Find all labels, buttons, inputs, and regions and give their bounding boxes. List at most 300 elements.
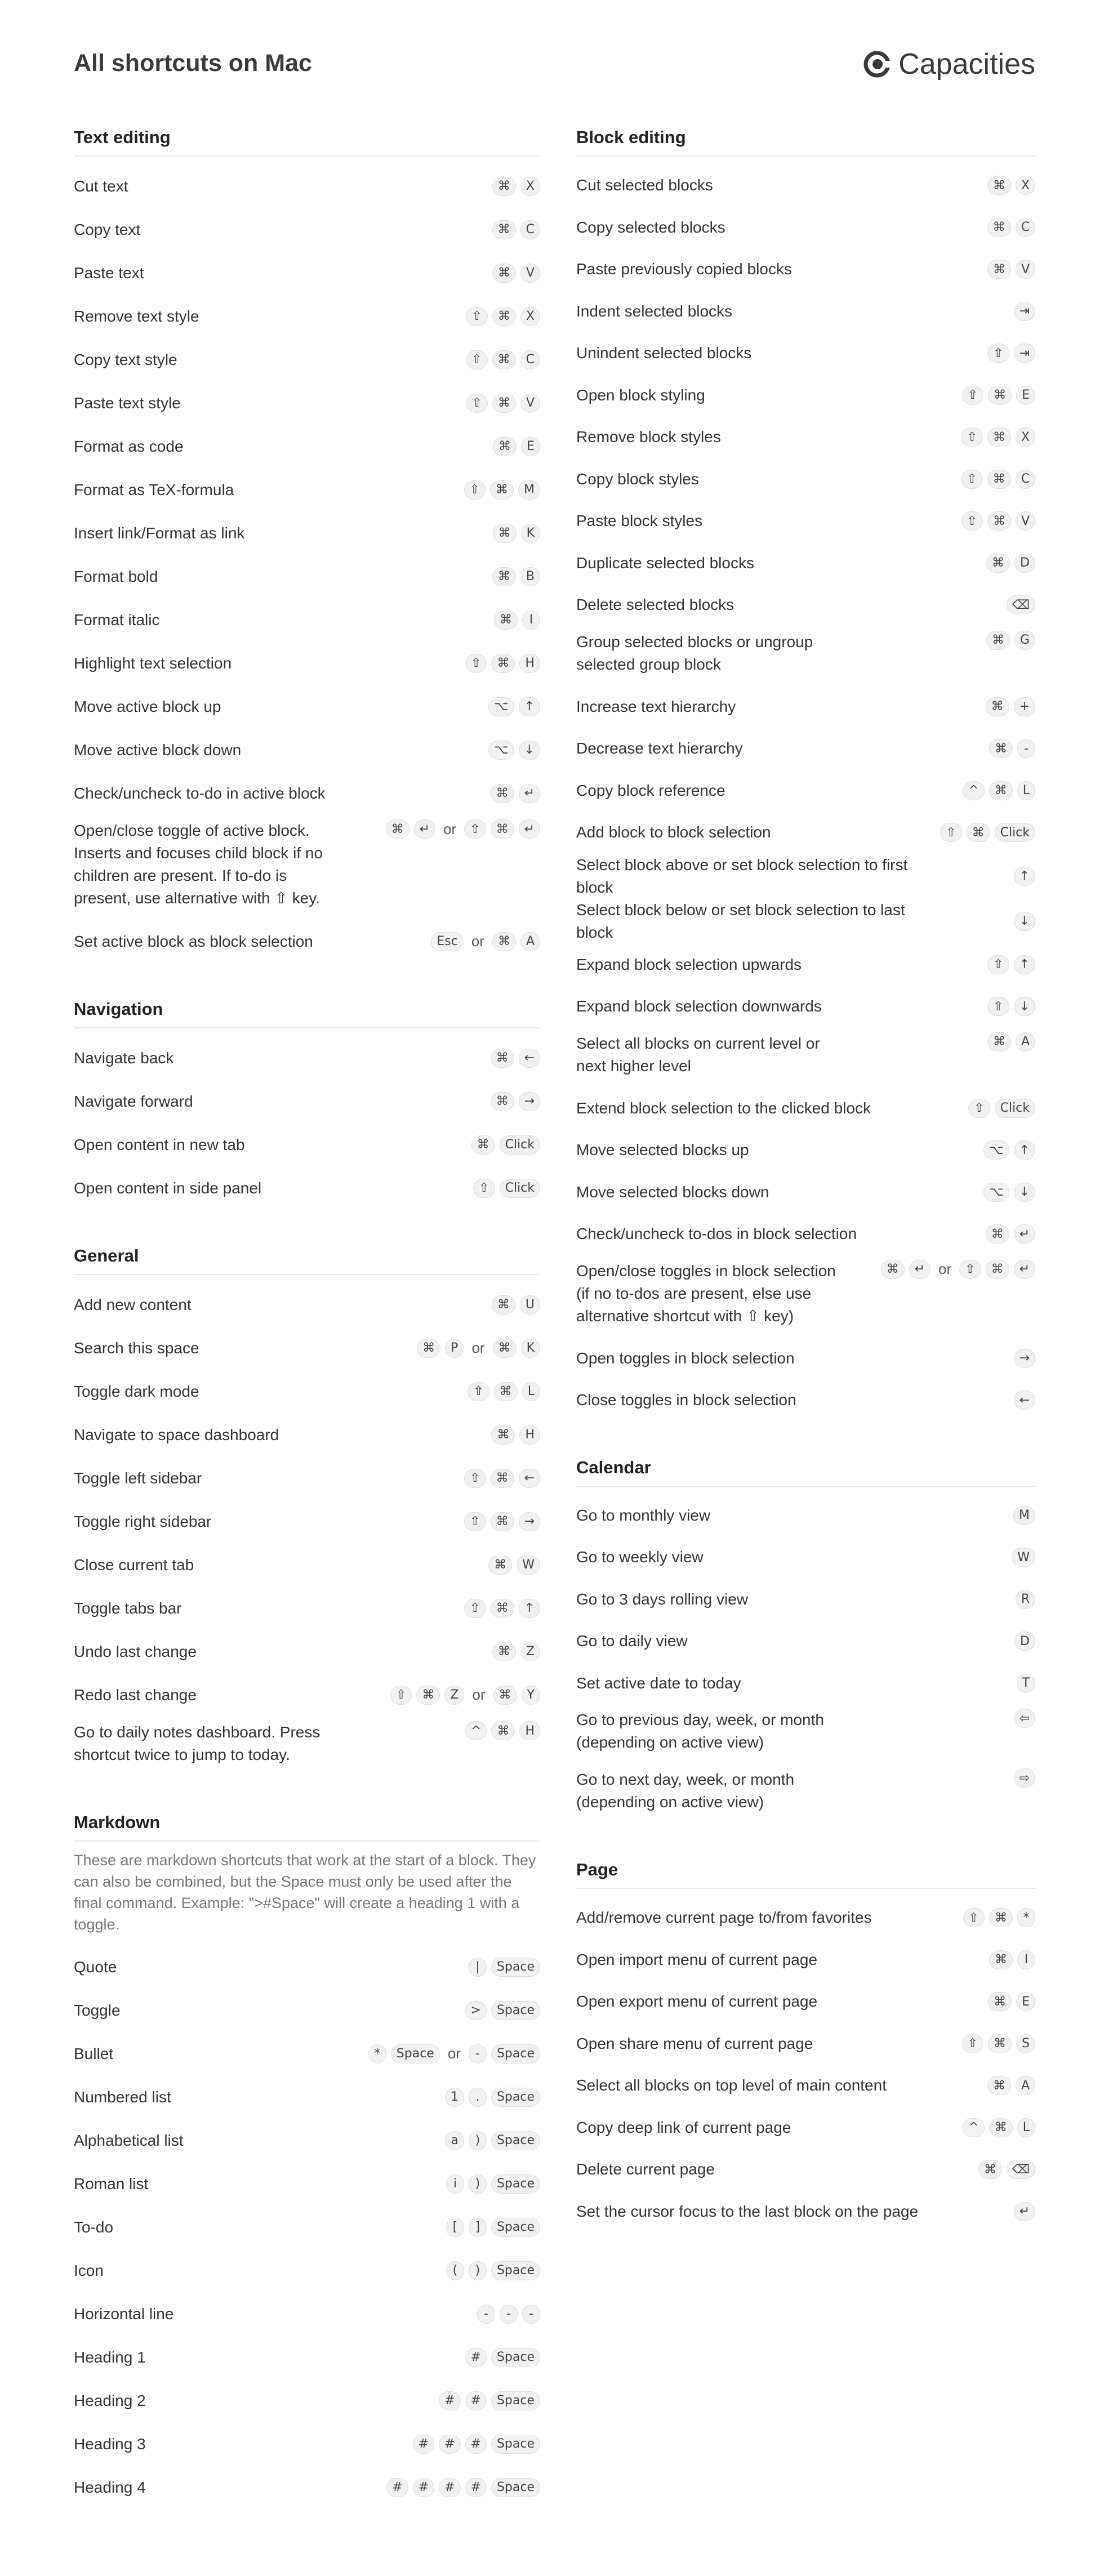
section-block-editing [576, 127, 1035, 1421]
shortcut-keys [471, 1135, 540, 1155]
shortcut-row [74, 2422, 540, 2466]
shortcut-row [576, 1897, 1035, 1939]
shortcut-keys [466, 350, 540, 369]
key-cap: ⌘ [491, 1512, 514, 1531]
shortcut-row [576, 542, 1035, 585]
shortcut-keys [987, 2076, 1035, 2095]
shortcut-keys [473, 1179, 540, 1198]
shortcut-keys [477, 2305, 540, 2324]
shortcut-row [74, 2075, 540, 2119]
shortcut-label: Copy text style [74, 350, 177, 368]
key-cap: H [519, 1721, 540, 1740]
shortcut-keys [1014, 302, 1035, 321]
shortcut-row [576, 416, 1035, 458]
shortcut-label: Set the cursor focus to the last block on the page [576, 2202, 919, 2220]
shortcut-keys [987, 218, 1035, 237]
key-cap: I [1017, 1950, 1035, 1969]
key-cap: E [1016, 1992, 1035, 2011]
shortcut-row [576, 375, 1035, 417]
shortcut-row [74, 164, 540, 208]
shortcut-label: Group selected blocks or ungroup selected group block [576, 632, 813, 673]
key-cap: ⌘ [987, 218, 1011, 237]
shortcut-keys [987, 176, 1035, 195]
key-cap: ⌘ [989, 2118, 1013, 2137]
shortcut-keys [493, 524, 540, 543]
key-cap: ⌘ [492, 567, 516, 586]
shortcut-label: Heading 3 [74, 2435, 146, 2453]
shortcut-row [74, 1123, 540, 1166]
shortcut-label: Navigate back [74, 1049, 174, 1067]
shortcut-row [74, 251, 540, 295]
key-cap: . [469, 2088, 487, 2107]
shortcut-label: Move selected blocks down [576, 1183, 769, 1201]
shortcut-label: Open/close toggles in block selection (if no to-dos are present, else use alternative shortcut with ⇧ key) [576, 1262, 836, 1325]
shortcut-keys [1014, 867, 1035, 886]
key-cap: ⇧ [962, 386, 983, 405]
shortcut-row [576, 686, 1035, 728]
key-cap: T [1017, 1674, 1035, 1693]
shortcut-keys [445, 2088, 540, 2107]
shortcut-row [576, 1663, 1035, 1705]
key-cap: ⌘ [986, 554, 1010, 573]
shortcut-row [74, 511, 540, 555]
shortcut-row [74, 1989, 540, 2032]
shortcut-keys [465, 2348, 540, 2367]
shortcut-keys [987, 997, 1035, 1016]
shortcut-keys [464, 1512, 540, 1531]
key-cap: * [368, 2044, 386, 2064]
shortcut-label: Copy deep link of current page [576, 2118, 791, 2136]
key-cap: ⌘ [488, 1556, 512, 1575]
shortcut-row [576, 1704, 1035, 1764]
key-cap: ↑ [1014, 1140, 1035, 1160]
key-cap: L [1017, 781, 1035, 800]
key-cap: # [465, 2391, 487, 2410]
shortcut-row [576, 2107, 1035, 2149]
shortcut-label: Go to next day, week, or month (depending on active view) [576, 1771, 795, 1811]
shortcut-label: Increase text hierarchy [576, 697, 736, 715]
section-title: General [74, 1246, 540, 1275]
shortcut-keys [491, 1092, 540, 1111]
shortcut-row [74, 1413, 540, 1456]
key-cap: ⌘ [492, 1642, 516, 1661]
key-cap: ( [446, 2261, 464, 2280]
key-cap: ⇥ [1014, 302, 1035, 321]
shortcut-row [74, 598, 540, 641]
shortcut-keys [986, 1224, 1035, 1244]
shortcut-label: Alphabetical list [74, 2131, 184, 2149]
shortcut-label: Numbered list [74, 2088, 171, 2106]
key-cap: ↵ [1014, 1260, 1035, 1279]
shortcut-label: Icon [74, 2261, 104, 2279]
shortcut-label: Add new content [74, 1295, 192, 1313]
key-cap: ⇧ [468, 1382, 489, 1401]
section-title: Text editing [74, 127, 540, 157]
page-title: All shortcuts on Mac [74, 50, 312, 77]
shortcut-label: Toggle [74, 2001, 121, 2019]
key-cap: ⇧ [961, 470, 982, 489]
key-cap: L [1017, 2118, 1035, 2137]
key-cap: V [1016, 260, 1035, 279]
shortcut-row [576, 2149, 1035, 2191]
shortcut-label: Move selected blocks up [576, 1141, 749, 1159]
shortcut-label: Close toggles in block selection [576, 1391, 796, 1409]
key-cap: Y [522, 1686, 540, 1705]
shortcut-row [576, 291, 1035, 333]
shortcut-row [74, 1586, 540, 1630]
key-cap: ⌘ [989, 781, 1013, 800]
key-cap: Space [491, 2088, 540, 2107]
shortcut-keys [989, 1950, 1035, 1969]
key-cap: ) [469, 2131, 487, 2150]
shortcut-row [576, 207, 1035, 249]
or-separator: or [938, 1260, 952, 1277]
shortcut-label: Cut text [74, 177, 128, 195]
shortcut-keys [961, 427, 1035, 447]
shortcut-label: Duplicate selected blocks [576, 554, 754, 572]
key-cap: M [518, 480, 540, 500]
shortcut-keys [987, 1032, 1035, 1051]
key-cap: ↵ [414, 819, 435, 839]
key-cap: - [1017, 739, 1035, 758]
shortcut-label: Toggle dark mode [74, 1382, 199, 1400]
key-cap: Space [491, 1958, 540, 1977]
key-cap: ⌘ [978, 2160, 1002, 2179]
key-cap: X [1016, 427, 1035, 447]
key-cap: ↵ [519, 784, 540, 803]
key-cap: ⌘ [881, 1260, 905, 1279]
key-cap: i [446, 2174, 464, 2194]
shortcut-row [576, 1255, 1035, 1338]
shortcut-label: Check/uncheck to-do in active block [74, 784, 326, 802]
key-cap: ⇧ [464, 819, 486, 839]
brand-name: Capacities [898, 48, 1035, 81]
key-cap: ⇧ [987, 344, 1009, 363]
shortcut-row [576, 1213, 1035, 1255]
key-cap: * [1017, 1908, 1035, 1927]
shortcut-keys [492, 220, 540, 239]
shortcut-label: Open block styling [576, 386, 705, 404]
key-cap: ⇧ [466, 307, 487, 326]
key-cap: ] [469, 2218, 487, 2237]
key-cap: | [469, 1958, 487, 1977]
key-cap: ⌘ [492, 932, 516, 951]
shortcut-row [576, 1620, 1035, 1663]
shortcut-label: Remove block styles [576, 428, 721, 446]
shortcut-row [74, 1036, 540, 1080]
shortcut-keys [390, 1686, 540, 1705]
shortcut-row [74, 2466, 540, 2509]
key-cap: W [517, 1556, 540, 1575]
shortcut-row [74, 1080, 540, 1123]
key-cap: Space [491, 2044, 540, 2064]
key-cap: + [1014, 697, 1035, 716]
key-cap: ↑ [519, 697, 540, 716]
shortcut-row [74, 2032, 540, 2075]
shortcut-keys [386, 2478, 540, 2497]
shortcut-label: Add/remove current page to/from favorites [576, 1909, 872, 1927]
or-separator: or [447, 2045, 461, 2062]
shortcut-keys [1014, 1390, 1035, 1410]
key-cap: - [500, 2305, 518, 2324]
shortcut-row [576, 854, 1035, 899]
key-cap: Space [491, 2218, 540, 2237]
shortcut-keys [963, 781, 1035, 800]
key-cap: ⇧ [473, 1179, 495, 1198]
key-cap: H [519, 654, 540, 673]
shortcut-label: Set active date to today [576, 1674, 741, 1692]
key-cap: ⌘ [493, 1339, 517, 1358]
shortcut-row [74, 468, 540, 511]
key-cap: ⌘ [492, 307, 516, 326]
left-column [74, 127, 540, 2545]
shortcut-keys [439, 2391, 540, 2410]
shortcut-keys [488, 697, 540, 716]
key-cap: ↓ [1014, 997, 1035, 1016]
key-cap: K [521, 1339, 540, 1358]
shortcut-row [576, 1129, 1035, 1171]
key-cap: A [1016, 2076, 1035, 2095]
key-cap: ⌘ [989, 1908, 1013, 1927]
shortcut-keys [492, 177, 540, 196]
key-cap: ⇧ [466, 394, 488, 413]
key-cap: X [1016, 176, 1035, 195]
shortcut-keys [1016, 1590, 1035, 1609]
shortcut-label: Format italic [74, 610, 160, 629]
shortcut-row [576, 2191, 1035, 2233]
key-cap: ⌘ [986, 1224, 1009, 1244]
shortcut-label: Horizontal line [74, 2305, 174, 2323]
key-cap: ← [519, 1049, 540, 1068]
shortcut-row [576, 728, 1035, 770]
shortcut-label: Copy text [74, 220, 141, 238]
shortcut-label: Paste text [74, 264, 144, 282]
shortcut-row [74, 2162, 540, 2205]
section-page [576, 1860, 1035, 2232]
shortcut-row [576, 1495, 1035, 1537]
shortcut-row [74, 2336, 540, 2379]
key-cap: # [465, 2435, 487, 2454]
key-cap: A [520, 932, 540, 951]
shortcut-label: Heading 1 [74, 2348, 146, 2366]
shortcut-keys [963, 1908, 1035, 1927]
shortcut-keys [983, 1183, 1035, 1202]
shortcut-label: Decrease text hierarchy [576, 739, 743, 757]
shortcut-label: Navigate to space dashboard [74, 1425, 279, 1443]
shortcut-row [576, 626, 1035, 686]
shortcut-label: Navigate forward [74, 1092, 193, 1110]
key-cap: ⌘ [987, 511, 1011, 531]
shortcut-row [74, 1543, 540, 1586]
shortcut-row [74, 2119, 540, 2162]
shortcut-row [74, 2292, 540, 2336]
shortcut-label: Select block above or set block selection to first block [576, 855, 908, 896]
key-cap: ⌘ [491, 1721, 515, 1740]
shortcut-keys [978, 2160, 1035, 2179]
shortcut-row [576, 1379, 1035, 1421]
shortcut-keys [1014, 1349, 1035, 1368]
key-cap: # [439, 2478, 460, 2497]
key-cap: Space [491, 2478, 540, 2497]
shortcut-row [74, 2205, 540, 2249]
shortcut-label: Select all blocks on top level of main content [576, 2076, 887, 2094]
shortcut-keys [492, 1295, 540, 1314]
key-cap: ⌥ [983, 1140, 1009, 1160]
key-cap: ⌘ [987, 2076, 1011, 2095]
shortcut-row [576, 500, 1035, 542]
key-cap: ↵ [1014, 1224, 1035, 1244]
section-calendar [576, 1458, 1035, 1824]
key-cap: → [519, 1092, 540, 1111]
shortcut-keys [987, 344, 1035, 363]
shortcut-keys [986, 631, 1035, 650]
shortcut-keys [1014, 912, 1035, 931]
key-cap: # [386, 2478, 408, 2497]
key-cap: Click [995, 823, 1035, 842]
shortcut-keys [963, 2118, 1035, 2137]
shortcut-row [74, 555, 540, 598]
key-cap: ⌘ [988, 386, 1012, 405]
section-general [74, 1246, 540, 1776]
section-title: Markdown [74, 1812, 540, 1842]
shortcut-label: Open content in side panel [74, 1179, 262, 1197]
shortcut-keys [962, 2034, 1035, 2053]
key-cap: ⌘ [491, 1425, 515, 1445]
shortcut-row [576, 1028, 1035, 1088]
shortcut-label: Heading 2 [74, 2391, 146, 2409]
shortcut-row [74, 772, 540, 815]
key-cap: ⌥ [488, 741, 514, 760]
key-cap: ⇧ [968, 1099, 990, 1118]
key-cap: V [520, 394, 540, 413]
shortcut-row [576, 986, 1035, 1028]
key-cap: # [465, 2478, 487, 2497]
key-cap: ⌘ [491, 819, 514, 839]
key-cap: 1 [445, 2088, 464, 2107]
key-cap: Space [491, 2391, 540, 2410]
shortcut-label: Go to previous day, week, or month (depending on active view) [576, 1711, 824, 1751]
section-title: Calendar [576, 1458, 1035, 1487]
shortcut-label: Undo last change [74, 1642, 197, 1660]
key-cap: ⌘ [491, 1092, 514, 1111]
shortcut-label: Expand block selection downwards [576, 997, 822, 1015]
shortcut-row [576, 1171, 1035, 1214]
key-cap: W [1012, 1548, 1035, 1567]
shortcut-keys [988, 1992, 1035, 2011]
shortcut-row [74, 685, 540, 728]
key-cap: ⇧ [464, 1512, 486, 1531]
key-cap: ⌘ [986, 1260, 1009, 1279]
key-cap: ^ [963, 781, 984, 800]
section-text-editing [74, 127, 540, 963]
key-cap: E [1016, 386, 1035, 405]
key-cap: - [522, 2305, 540, 2324]
shortcut-keys [368, 2044, 540, 2064]
key-cap: ⌘ [471, 1135, 495, 1155]
key-cap: ⌘ [491, 1599, 514, 1618]
shortcut-keys [492, 567, 540, 586]
shortcut-row [74, 1370, 540, 1413]
shortcut-row [576, 1338, 1035, 1380]
shortcut-row [74, 1500, 540, 1543]
key-cap: ⌘ [989, 1950, 1013, 1969]
or-separator: or [472, 1686, 486, 1703]
key-cap: ⌘ [491, 654, 515, 673]
shortcut-keys [493, 437, 540, 456]
key-cap: ↓ [1014, 1183, 1035, 1202]
shortcut-row [74, 1283, 540, 1326]
key-cap: ← [519, 1469, 540, 1488]
shortcut-label: Check/uncheck to-dos in block selection [576, 1225, 857, 1243]
key-cap: ⌘ [491, 1469, 514, 1488]
key-cap: ⌘ [988, 2034, 1012, 2053]
shortcut-keys [464, 1469, 540, 1488]
section-description: These are markdown shortcuts that work at the start of a block. They can also be combined, but the Space must only be used after the final command. Example: ">#Space" will create a heading 1 with a toggle. [74, 1852, 536, 1933]
key-cap: ↵ [909, 1260, 931, 1279]
shortcut-row [74, 728, 540, 772]
shortcut-label: Search this space [74, 1339, 199, 1357]
shortcut-label: Toggle right sidebar [74, 1512, 212, 1530]
shortcut-label: Bullet [74, 2044, 114, 2062]
or-separator: or [471, 1339, 485, 1356]
shortcut-label: Extend block selection to the clicked block [576, 1099, 871, 1117]
key-cap: ⌘ [416, 1686, 440, 1705]
shortcut-keys [491, 1049, 540, 1068]
key-cap: ↑ [1014, 867, 1035, 886]
shortcut-row [576, 1764, 1035, 1824]
key-cap: Space [391, 2044, 440, 2064]
key-cap: Click [995, 1099, 1035, 1118]
key-cap: Space [491, 2261, 540, 2280]
key-cap: Space [491, 2131, 540, 2150]
shortcut-keys [1012, 1548, 1035, 1567]
shortcut-label: Open toggles in block selection [576, 1349, 795, 1367]
shortcut-row [576, 1981, 1035, 2023]
key-cap: ⌘ [491, 1049, 514, 1068]
key-cap: ⇥ [1014, 344, 1035, 363]
shortcut-row [576, 164, 1035, 207]
shortcut-label: Open share menu of current page [576, 2034, 813, 2052]
section-navigation [74, 999, 540, 1210]
shortcut-label: Open/close toggle of active block. Inserts and focuses child block if no children are present. If to-do is present, use alternative with ⇧ key. [74, 822, 323, 907]
shortcut-label: Quote [74, 1958, 117, 1976]
shortcut-label: Move active block down [74, 741, 242, 759]
key-cap: S [1016, 2034, 1035, 2053]
key-cap: ⌫ [1007, 595, 1035, 614]
shortcut-keys [983, 1140, 1035, 1160]
key-cap: ⇧ [987, 955, 1009, 974]
shortcut-row [74, 1630, 540, 1673]
key-cap: ⌘ [492, 264, 516, 283]
key-cap: ⌘ [987, 260, 1011, 279]
shortcut-keys [466, 394, 541, 413]
shortcut-row [74, 208, 540, 251]
shortcut-label: Paste previously copied blocks [576, 260, 792, 278]
shortcut-keys [465, 1721, 540, 1740]
key-cap: ^ [465, 1721, 487, 1740]
key-cap: Click [500, 1135, 540, 1155]
key-cap: ⇧ [464, 480, 486, 500]
brand [862, 47, 1035, 81]
shortcut-row [74, 295, 540, 338]
capacities-logo-icon [862, 50, 892, 79]
key-cap: Space [491, 2001, 540, 2020]
shortcut-label: Move active block up [74, 697, 221, 715]
shortcut-label: Select block below or set block selection to last block [576, 901, 905, 941]
key-cap: Click [500, 1179, 540, 1198]
shortcut-keys [1017, 1674, 1035, 1693]
shortcut-keys [413, 2435, 540, 2454]
